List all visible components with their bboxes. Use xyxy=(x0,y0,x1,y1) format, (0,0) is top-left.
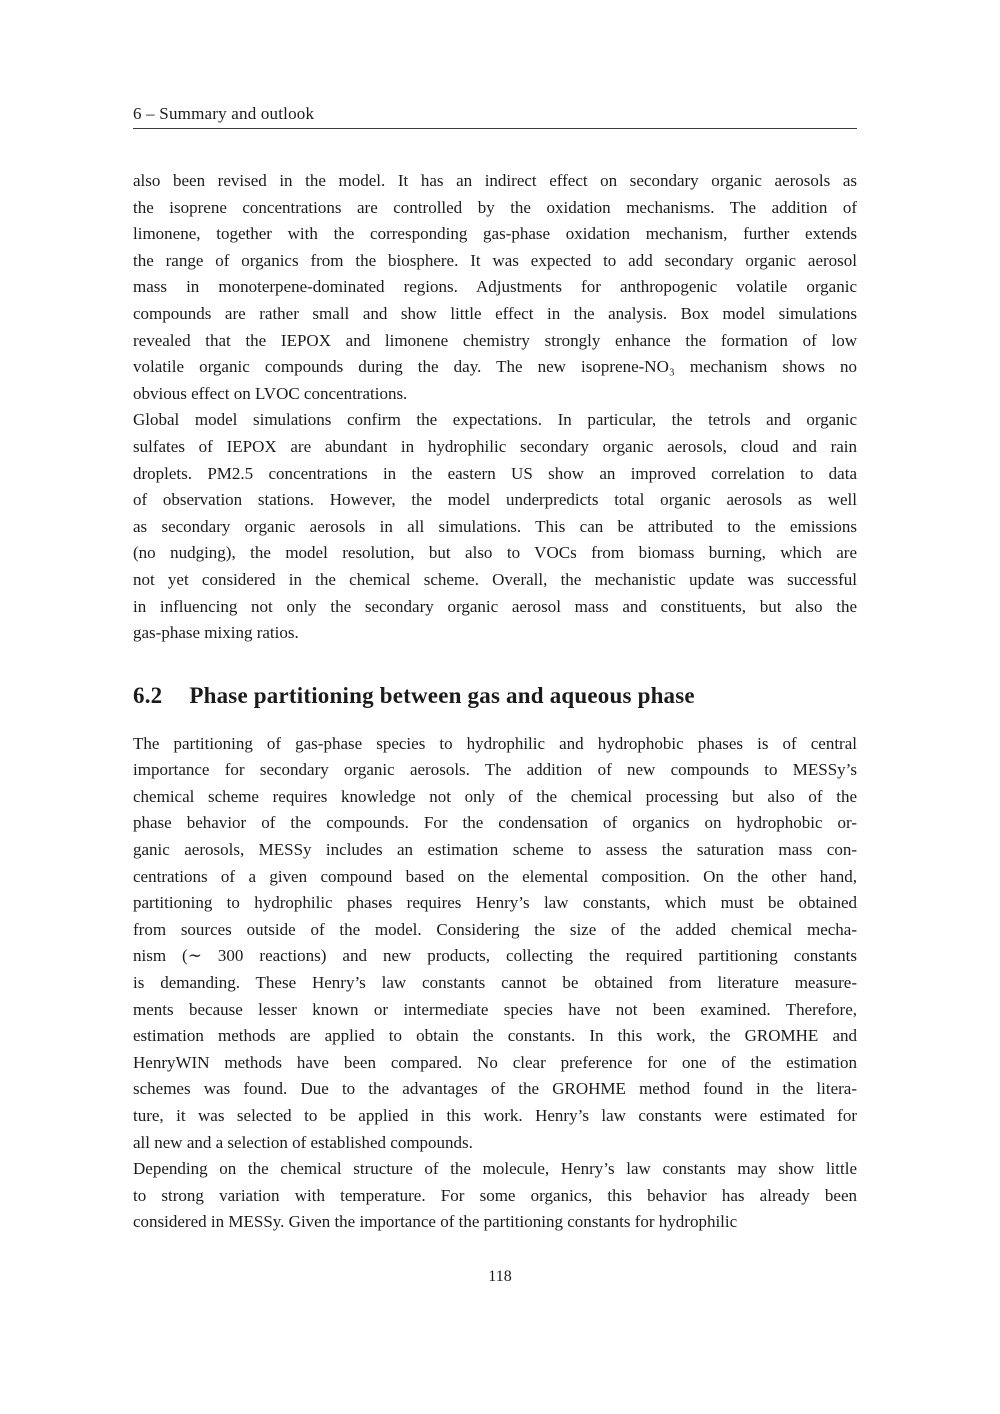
text-line: limonene, together with the corresponding gas-phase oxidation mechanism, further extends xyxy=(133,224,857,244)
text-line: the range of organics from the biosphere. It was expected to add secondary organic aerosol xyxy=(133,250,857,270)
text-line: gas-phase mixing ratios. xyxy=(133,623,299,643)
text-line: nism (∼ 300 reactions) and new products, collecting the required partitioning constants xyxy=(133,946,857,966)
text-line: Depending on the chemical structure of the molecule, Henry’s law constants may show little xyxy=(133,1159,857,1179)
text-line: of observation stations. However, the model underpredicts total organic aerosols as well xyxy=(133,490,857,510)
text-line: compounds are rather small and show little effect in the analysis. Box model simulations xyxy=(133,303,857,323)
text-line: The partitioning of gas-phase species to hydrophilic and hydrophobic phases is of central xyxy=(133,733,857,753)
text-line: estimation methods are applied to obtain the constants. In this work, the GROMHE and xyxy=(133,1026,857,1046)
paragraph xyxy=(133,407,857,646)
page-number: 118 xyxy=(488,1268,512,1285)
text-line: chemical scheme requires knowledge not only of the chemical processing but also of the xyxy=(133,786,857,806)
text-line: ture, it was selected to be applied in this work. Henry’s law constants were estimated for xyxy=(133,1106,857,1125)
text-line: sulfates of IEPOX are abundant in hydrophilic secondary organic aerosols, cloud and rain xyxy=(133,436,857,456)
text-line: (no nudging), the model resolution, but also to VOCs from biomass burning, which are xyxy=(133,543,857,563)
section-number: 6.2 xyxy=(133,682,163,708)
section-heading xyxy=(133,681,857,711)
text-line: droplets. PM2.5 concentrations in the eastern US show an improved correlation to data xyxy=(133,463,857,483)
text-line: partitioning to hydrophilic phases requires Henry’s law constants, which must be obtained xyxy=(133,893,857,913)
text-line: schemes was found. Due to the advantages of the GROHME method found in the litera- xyxy=(133,1079,857,1099)
text-line: from sources outside of the model. Considering the size of the added chemical mecha- xyxy=(133,919,857,939)
running-header: 6 – Summary and outlook xyxy=(133,103,857,129)
paragraph xyxy=(133,1156,857,1236)
text-line: revealed that the IEPOX and limonene chemistry strongly enhance the formation of low xyxy=(133,330,857,350)
text-line: ments because lesser known or intermediate species have not been examined. Therefore, xyxy=(133,999,857,1019)
text-line: not yet considered in the chemical scheme. Overall, the mechanistic update was successful xyxy=(133,569,857,589)
text-line: importance for secondary organic aerosols. The addition of new compounds to MESSy’s xyxy=(133,760,857,780)
text-line: Global model simulations confirm the expectations. In particular, the tetrols and organic xyxy=(133,410,857,430)
text-line: as secondary organic aerosols in all simulations. This can be attributed to the emissions xyxy=(133,516,857,536)
text-line: the isoprene concentrations are controlled by the oxidation mechanisms. The addition of xyxy=(133,197,857,217)
text-line: all new and a selection of established compounds. xyxy=(133,1132,473,1152)
text-line: ganic aerosols, MESSy includes an estimation scheme to assess the saturation mass con- xyxy=(133,840,857,860)
text-line: is demanding. These Henry’s law constants cannot be obtained from literature measure- xyxy=(133,973,857,993)
text-line: considered in MESSy. Given the importance of the partitioning constants for hydrophilic xyxy=(133,1212,738,1232)
section-title: Phase partitioning between gas and aqueous phase xyxy=(189,682,695,708)
content-blocks xyxy=(133,168,857,1236)
text-line: HenryWIN methods have been compared. No clear preference for one of the estimation xyxy=(133,1052,857,1072)
text-line: to strong variation with temperature. For some organics, this behavior has already been xyxy=(133,1185,857,1205)
text-line: also been revised in the model. It has an indirect effect on secondary organic aerosols as xyxy=(133,171,857,190)
paragraph xyxy=(133,168,857,407)
paragraph xyxy=(133,731,857,1157)
text-line: volatile organic compounds during the day. The new isoprene-NO₃ mechanism shows no xyxy=(133,357,857,377)
text-line: phase behavior of the compounds. For the condensation of organics on hydrophobic or- xyxy=(133,813,857,833)
text-line: in influencing not only the secondary organic aerosol mass and constituents, but also the xyxy=(133,596,857,616)
text-line: mass in monoterpene-dominated regions. Adjustments for anthropogenic volatile organic xyxy=(133,277,857,297)
text-line: obvious effect on LVOC concentrations. xyxy=(133,383,408,403)
text-column xyxy=(133,103,857,1236)
text-line: centrations of a given compound based on the elemental composition. On the other hand, xyxy=(133,866,857,886)
